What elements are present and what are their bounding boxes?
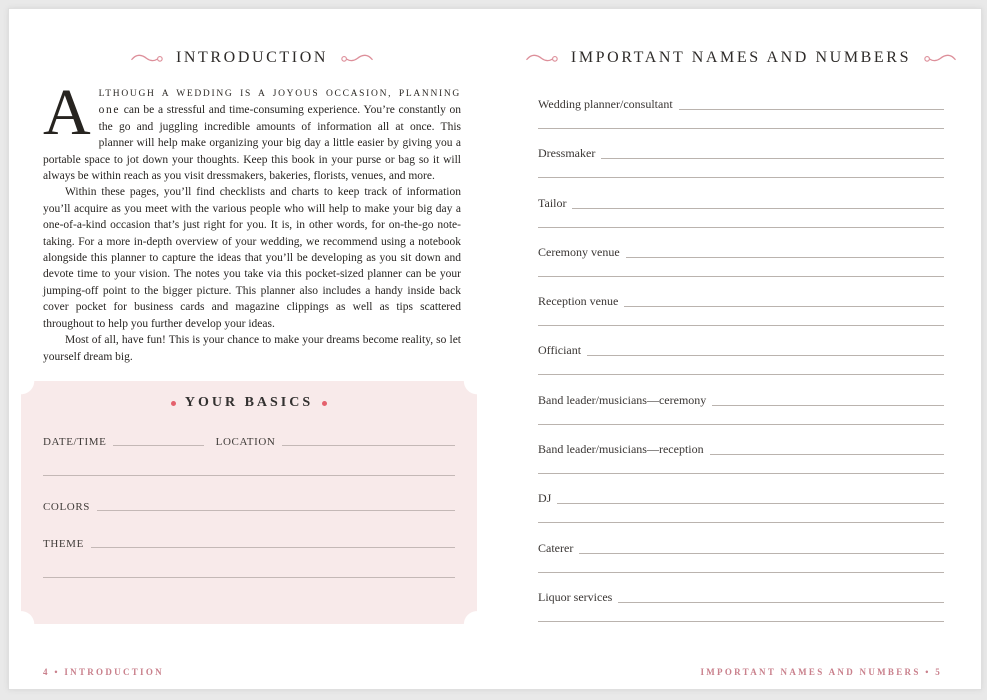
field-row	[538, 393, 944, 442]
introduction-body	[43, 76, 462, 365]
field-row	[538, 343, 944, 392]
field-row	[538, 491, 944, 540]
swash-flourish-left-icon	[526, 52, 561, 65]
colors-label: COLORS	[43, 501, 90, 513]
opener-tail: one	[98, 104, 121, 117]
opener-small-caps: LTHOUGH A WEDDING IS A JOYOUS OCCASION, PLANNING	[98, 89, 461, 99]
field-row	[538, 294, 944, 343]
fill-in-line	[587, 355, 944, 356]
fill-in-line	[626, 257, 944, 258]
datetime-field	[43, 433, 204, 448]
book-spread	[8, 8, 982, 690]
field-row	[538, 245, 944, 294]
field-label: Officiant	[538, 343, 582, 358]
colors-field	[43, 498, 455, 513]
fill-in-line-second	[538, 177, 944, 178]
fill-in-line-second	[538, 473, 944, 474]
field-row	[538, 196, 944, 245]
page-introduction	[43, 49, 461, 365]
names-title-row	[538, 49, 944, 67]
field-row	[538, 442, 944, 491]
location-field	[216, 433, 455, 448]
contact-fields-list	[538, 97, 944, 639]
drop-cap: A	[43, 76, 91, 149]
fill-in-line-second	[538, 128, 944, 129]
datetime-label: DATE/TIME	[43, 436, 107, 448]
field-label: Liquor services	[538, 589, 613, 604]
field-row	[538, 590, 944, 639]
fill-in-line-second	[538, 572, 944, 573]
intro-paragraph-1	[43, 76, 462, 184]
fill-in-line	[91, 547, 455, 548]
folio-right: IMPORTANT NAMES AND NUMBERS • 5	[700, 667, 942, 677]
intro-paragraph-2: Within these pages, you’ll find checklists and charts to keep track of information you’ll acquire as you meet with the various people who will help to make your big day a one-of-a-kind occasion that’s just right for you. It is, in other words, for on-the-go note-taking. For a more in-depth overview of your wedding, we recommend using a notebook alongside this planner to capture the ideas that you’ll be developing as you sit down and devote time to your vision. The notes you take via this pocket-sized planner can be your jumping-off point to the bigger picture. This planner also includes a handy inside back cover pocket for business cards and magazine clippings as well as tips scattered throughout to help you further develop your ideas.	[43, 186, 461, 330]
fill-in-line	[579, 553, 944, 554]
your-basics-title-row	[43, 395, 455, 411]
fill-in-line	[113, 445, 203, 446]
fill-in-line-full	[43, 475, 455, 476]
field-row	[538, 541, 944, 590]
fill-in-line	[618, 602, 944, 603]
field-row	[538, 146, 944, 195]
field-label: Reception venue	[538, 294, 619, 309]
fill-in-line-second	[538, 276, 944, 277]
fill-in-line	[712, 405, 944, 406]
fill-in-line-second	[538, 424, 944, 425]
fill-in-line	[679, 109, 944, 110]
field-label: Wedding planner/consultant	[538, 97, 673, 111]
paragraph-text: can be a stressful and time-consuming experience. You’re constantly on the go and juggling incredible amounts of information all at once. This planner will help make organizing your big day a little easier by giving you a portable space to jot down your thoughts. Keep this book in your purse or bag so it will always be within reach as you visit dressmakers, bakeries, florists, venues, and more.	[43, 104, 462, 183]
field-row	[538, 97, 944, 146]
fill-in-line	[601, 158, 944, 159]
field-label: DJ	[538, 491, 552, 506]
field-label: Tailor	[538, 195, 567, 210]
field-label: Dressmaker	[538, 146, 596, 161]
fill-in-line	[97, 510, 455, 511]
page-important-names	[538, 49, 944, 639]
fill-in-line-second	[538, 374, 944, 375]
intro-paragraph-3: Most of all, have fun! This is your chance to make your dreams become reality, so let yourself dream big.	[43, 334, 461, 363]
fill-in-line-second	[538, 325, 944, 326]
fill-in-line	[557, 503, 944, 504]
swash-flourish-right-icon	[921, 52, 956, 65]
swash-flourish-left-icon	[131, 52, 166, 65]
fill-in-line-second	[538, 621, 944, 622]
fill-in-line	[572, 208, 944, 209]
folio-left: 4 • INTRODUCTION	[43, 667, 164, 677]
field-label: Ceremony venue	[538, 244, 620, 259]
theme-field	[43, 535, 455, 550]
fill-in-line	[710, 454, 944, 455]
field-label: Caterer	[538, 540, 574, 555]
location-label: LOCATION	[215, 436, 276, 448]
theme-label: THEME	[43, 538, 84, 550]
fill-in-line-second	[538, 227, 944, 228]
page-title: IMPORTANT NAMES AND NUMBERS	[570, 49, 912, 66]
fill-in-line-full	[43, 577, 455, 578]
introduction-title-row	[43, 49, 461, 67]
bullet-dot-icon	[171, 401, 176, 406]
field-label: Band leader/musicians—reception	[538, 442, 704, 457]
bullet-dot-icon	[322, 401, 327, 406]
field-label: Band leader/musicians—ceremony	[538, 392, 707, 407]
fill-in-line	[282, 445, 455, 446]
fill-in-line	[624, 306, 944, 307]
basics-row-datetime-location	[43, 433, 455, 448]
your-basics-title: YOUR BASICS	[184, 395, 314, 410]
page-title: INTRODUCTION	[175, 49, 329, 66]
swash-flourish-right-icon	[338, 52, 373, 65]
fill-in-line-second	[538, 522, 944, 523]
your-basics-card	[21, 381, 477, 624]
